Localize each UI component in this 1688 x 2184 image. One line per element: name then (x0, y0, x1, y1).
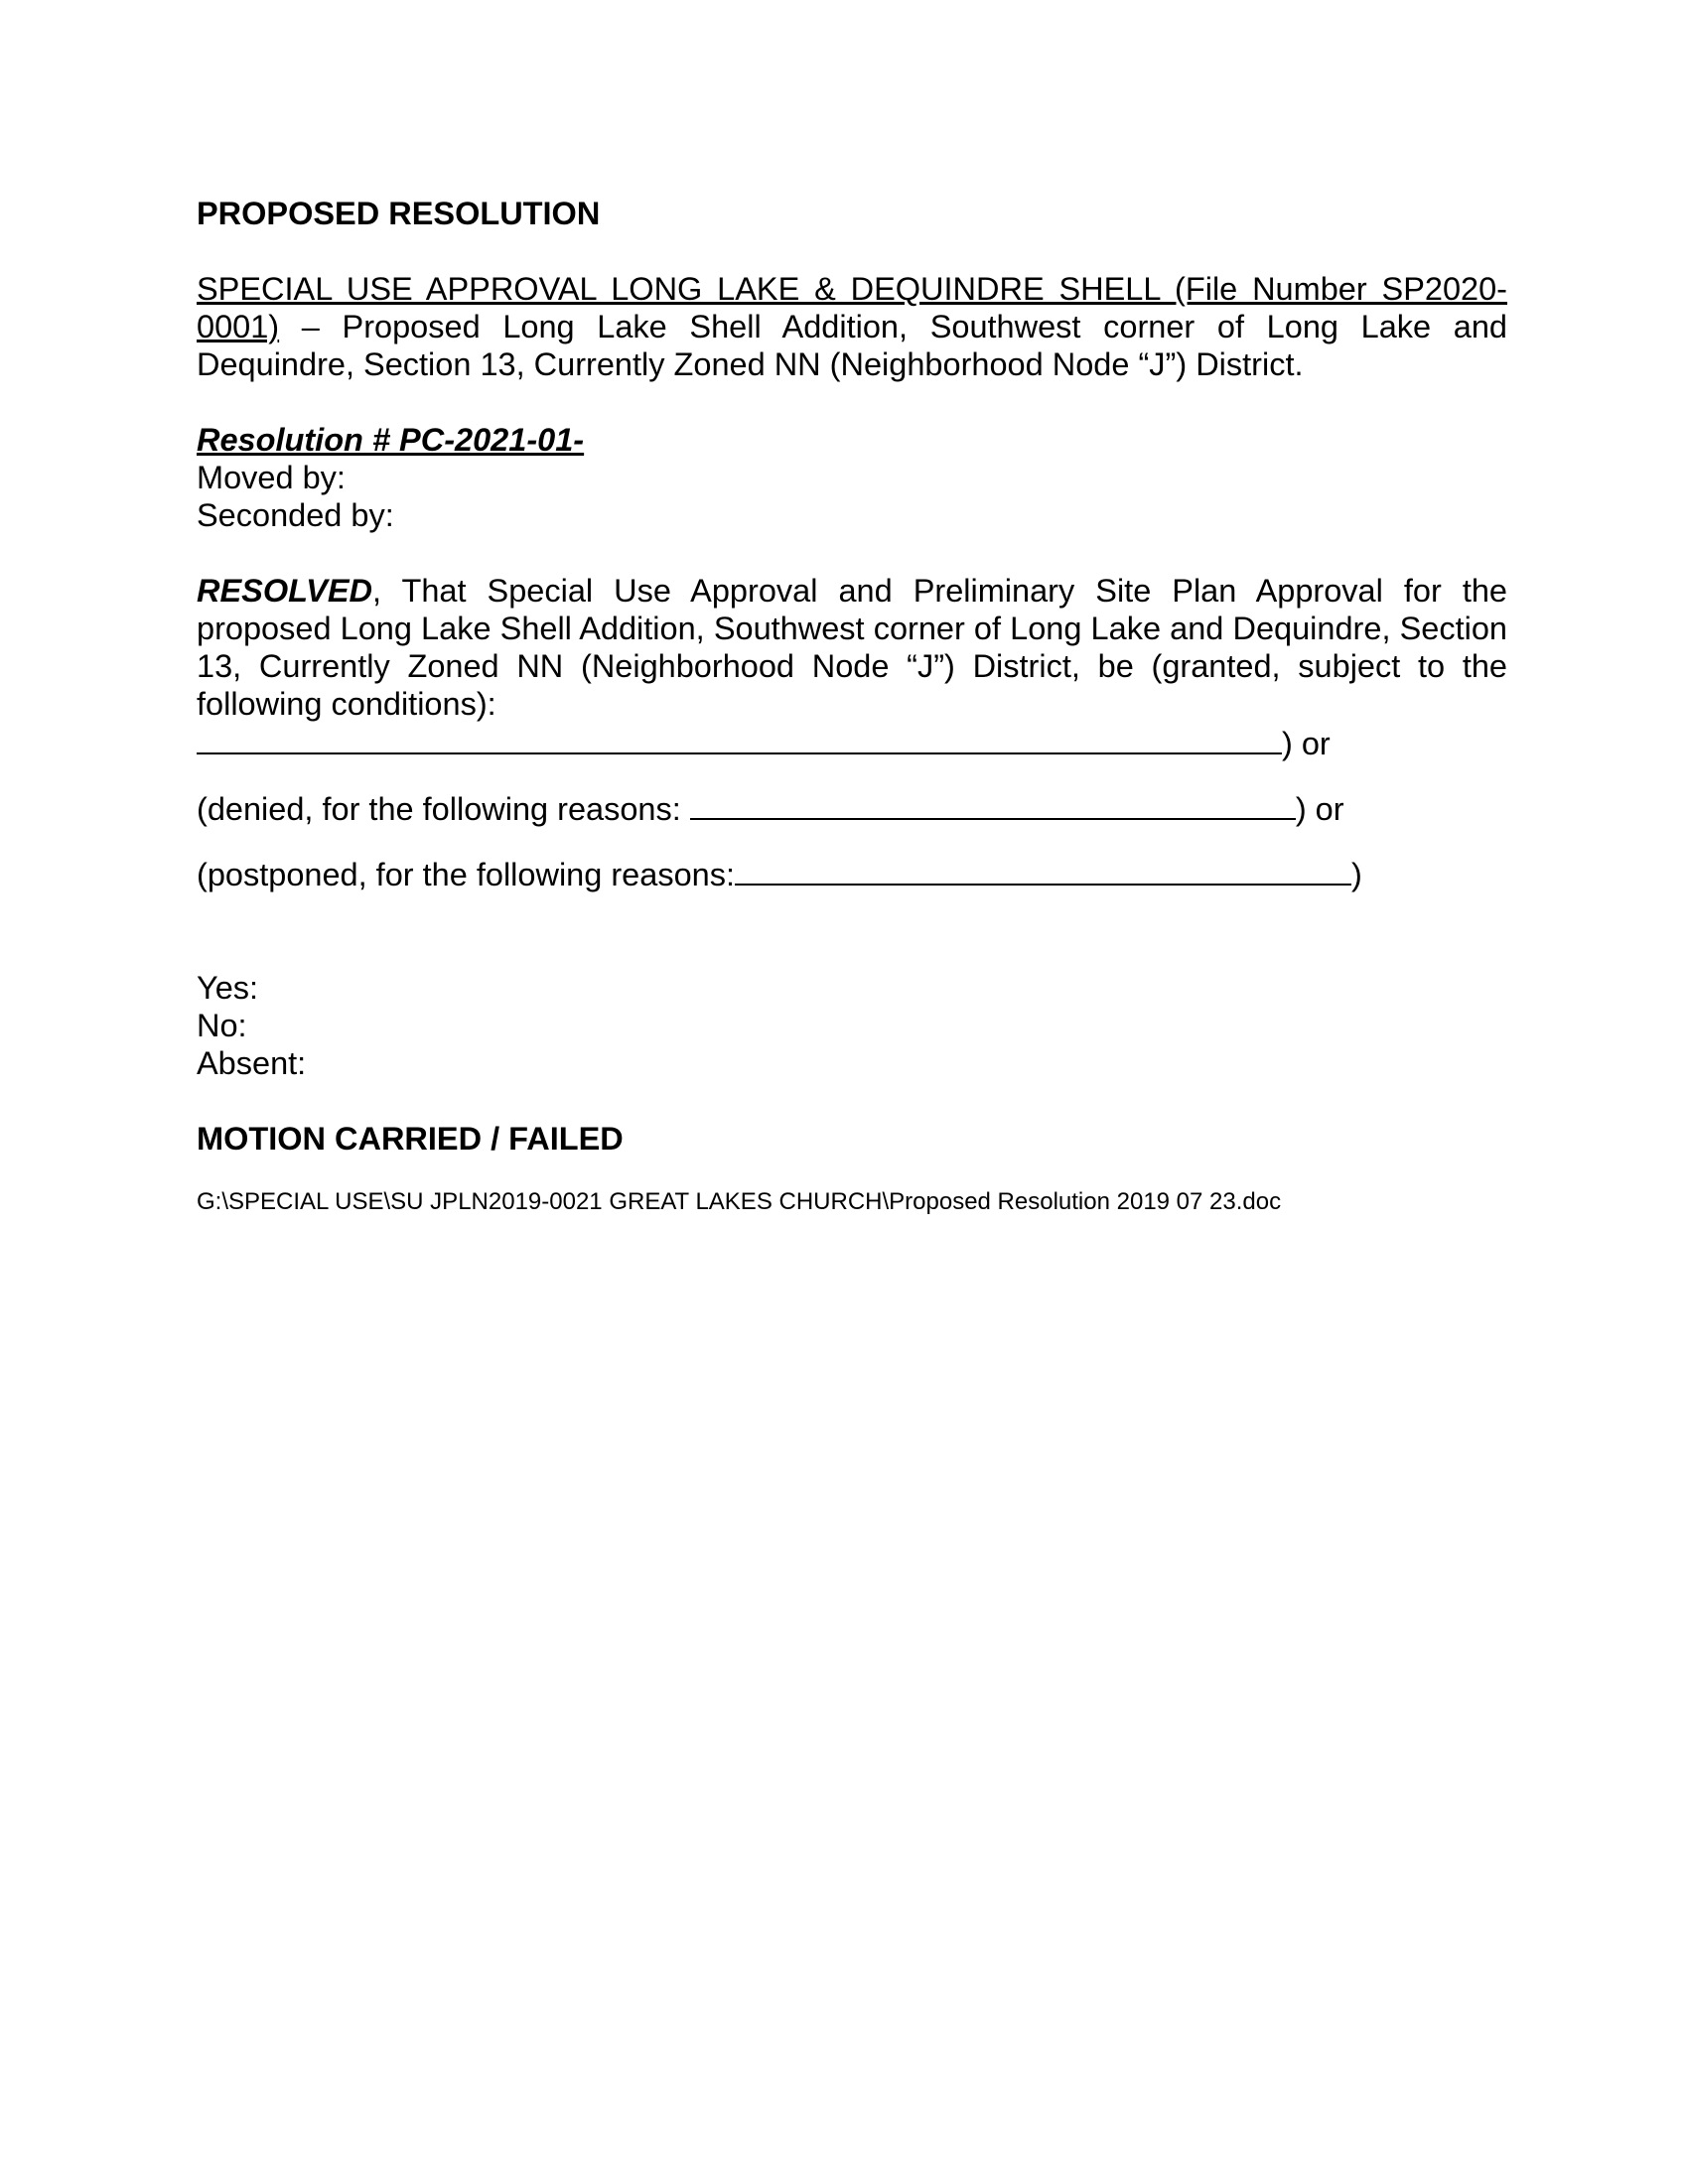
denied-label: (denied, for the following reasons: (197, 791, 690, 827)
document-page (197, 195, 1507, 1217)
denied-tail: ) or (1295, 791, 1344, 827)
resolved-paragraph (197, 572, 1507, 723)
granted-tail: ) or (1282, 726, 1331, 761)
resolved-text: , That Special Use Approval and Preliminary Site Plan Approval for the proposed Long Lake Shell Addition, Southwest corner of Long Lake and Dequindre, Section 13, Currently Zoned NN (Neighborhood Node “J”) District, be (granted, subject to the following conditions): (197, 573, 1507, 722)
vote-absent-label: Absent: (197, 1045, 307, 1081)
vote-yes-label: Yes: (197, 970, 259, 1006)
resolution-number: Resolution # PC-2021-01- (197, 422, 585, 458)
file-path-footer: G:\SPECIAL USE\SU JPLN2019-0021 GREAT LAKES CHURCH\Proposed Resolution 2019 07 23.doc (197, 1188, 1282, 1215)
granted-row (197, 723, 1507, 762)
resolved-keyword: RESOLVED (197, 573, 372, 609)
granted-conditions-blank (197, 723, 1282, 754)
title-description: – Proposed Long Lake Shell Addition, Southwest corner of Long Lake and Dequindre, Section 13, Currently Zoned NN (Neighborhood Node “J”) District. (197, 309, 1507, 382)
denied-row (197, 788, 1507, 828)
seconded-by-label: Seconded by: (197, 497, 394, 533)
resolution-title (197, 270, 1507, 383)
postponed-reasons-blank (735, 854, 1351, 886)
motion-result: MOTION CARRIED / FAILED (197, 1121, 624, 1157)
moved-by-label: Moved by: (197, 460, 346, 495)
postponed-row (197, 854, 1507, 893)
denied-reasons-blank (690, 788, 1296, 820)
postponed-label: (postponed, for the following reasons: (197, 857, 735, 892)
title-file-reference: SPECIAL USE APPROVAL LONG LAKE & DEQUINDRE SHELL (File Number SP2020-0001) (197, 271, 1507, 344)
vote-no-label: No: (197, 1008, 247, 1043)
vote-tally (197, 969, 1507, 1082)
postponed-tail: ) (1351, 857, 1362, 892)
document-heading: PROPOSED RESOLUTION (197, 196, 601, 231)
